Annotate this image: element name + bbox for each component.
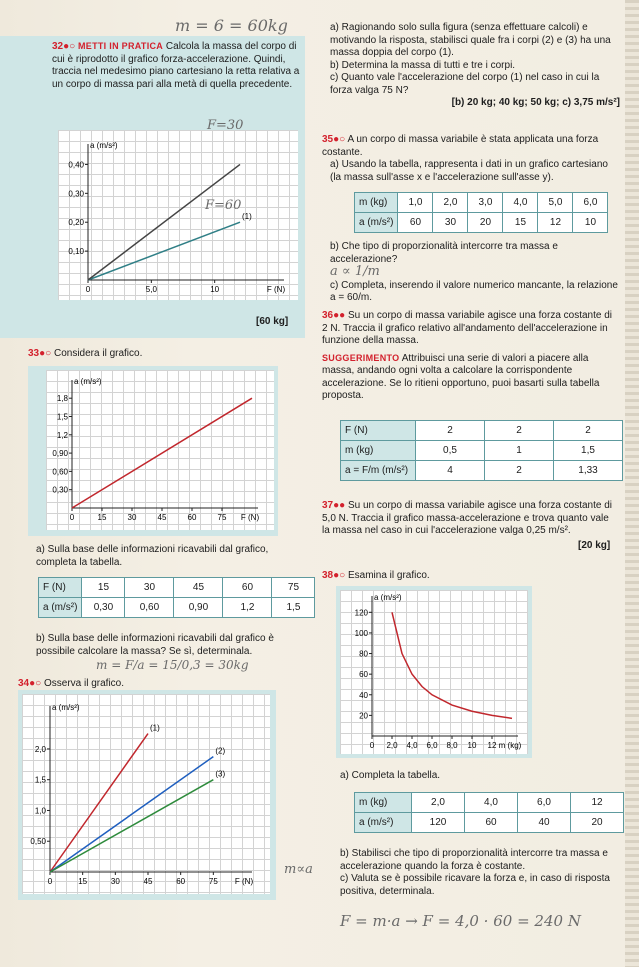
x-tick-label: 2,0 xyxy=(386,741,398,750)
ex33-part-a: a) Sulla base delle informazioni ricavabili dal grafico, completa la tabella. xyxy=(36,544,269,568)
table-row xyxy=(355,213,608,233)
y-tick-label: 40 xyxy=(359,690,368,700)
page-spine xyxy=(625,0,639,967)
right-top-answer: [b) 20 kg; 40 kg; 50 kg; c) 3,75 m/s²] xyxy=(451,97,620,108)
table-cell: 6,0 xyxy=(573,193,608,213)
y-tick-label: 0,90 xyxy=(52,449,68,459)
table-row xyxy=(341,461,623,481)
ex35-bc xyxy=(330,241,620,305)
ex38-bc xyxy=(340,848,625,898)
table-cell: 1,0 xyxy=(398,193,433,213)
ex38-text: 38●○ Esamina il grafico. xyxy=(322,570,430,581)
x-tick-label: 0 xyxy=(47,877,53,886)
table-row xyxy=(355,793,624,813)
table-cell: 60 xyxy=(398,213,433,233)
table-cell: a (m/s²) xyxy=(355,213,398,233)
x-tick-label: 6,0 xyxy=(426,741,438,750)
q-b: b) Determina la massa di tutti e tre i corpi. xyxy=(330,59,516,71)
table-cell: 15 xyxy=(503,213,538,233)
ex38-hand-1: m∝a xyxy=(284,862,313,877)
y-tick-label: 0,30 xyxy=(68,189,84,199)
y-tick-label: 0,20 xyxy=(68,218,84,228)
q-a: a) Ragionando solo sulla figura (senza effettuare calcoli) e motivando la risposta, stabilisci quale fra i corpi (2) e (3) ha una massa doppia del corpo (1). xyxy=(330,22,611,58)
table-cell: 2 xyxy=(554,421,623,441)
x-tick-label: 45 xyxy=(157,513,167,522)
q-c: c) Quanto vale l'accelerazione del corpo (1) nel caso in cui la forza valga 75 N? xyxy=(330,72,600,96)
table-cell: 12 xyxy=(571,793,624,813)
table-cell: 120 xyxy=(412,813,465,833)
y-tick-label: 100 xyxy=(354,628,368,638)
table-cell: 60 xyxy=(465,813,518,833)
ex38-b: b) Stabilisci che tipo di proporzionalità intercorre tra massa e accelerazione quando la forza è costante. xyxy=(340,848,608,872)
ex33-hand: m = F/a = 15/0,3 = 30kg xyxy=(96,658,249,672)
table-cell: a = F/m (m/s²) xyxy=(341,461,416,481)
table-cell: 0,90 xyxy=(174,598,223,618)
ex35-c: c) Completa, inserendo il valore numerico mancante, la relazione a = 60/m. xyxy=(330,279,618,303)
ex35-a: a) Usando la tabella, rappresenta i dati in un grafico cartesiano (la massa sull'asse x e l'accelerazione sull'asse y). xyxy=(330,159,608,183)
x-tick-label: 4,0 xyxy=(406,741,418,750)
x-tick-label: 0 xyxy=(85,285,91,294)
series-line xyxy=(88,222,240,280)
table-cell: 2,0 xyxy=(433,193,468,213)
y-axis-label: a (m/s²) xyxy=(374,593,402,602)
x-axis-label: F (N) xyxy=(240,513,260,522)
table-cell: 0,5 xyxy=(416,441,485,461)
x-tick-label: 60 xyxy=(176,877,186,886)
table-cell: 4,0 xyxy=(465,793,518,813)
table-cell: 2 xyxy=(485,461,554,481)
table-cell: a (m/s²) xyxy=(355,813,412,833)
y-tick-label: 80 xyxy=(359,649,368,659)
table-row xyxy=(39,598,315,618)
table-cell: 4 xyxy=(416,461,485,481)
ex35-table xyxy=(354,192,608,233)
table-cell: 5,0 xyxy=(538,193,573,213)
y-tick-label: 0,40 xyxy=(68,160,84,170)
series-line xyxy=(72,398,252,508)
table-cell: m (kg) xyxy=(341,441,416,461)
table-cell: 2,0 xyxy=(412,793,465,813)
ex32-answer: [60 kg] xyxy=(256,316,289,327)
x-tick-label: 8,0 xyxy=(446,741,458,750)
x-tick-label: 75 xyxy=(217,513,227,522)
ex37-text: 37●● Su un corpo di massa variabile agisce una forza costante di 5,0 N. Traccia il grafico massa-accelerazione e trova quanto vale la massa nel caso in cui l'accelerazione valga 0,25 m/s². xyxy=(322,500,613,536)
y-tick-label: 1,5 xyxy=(56,412,68,422)
table-cell: 1,33 xyxy=(554,461,623,481)
x-tick-label: 0 xyxy=(69,513,75,522)
x-tick-label: 75 xyxy=(208,877,218,886)
y-tick-label: 1,8 xyxy=(56,394,68,404)
ex32-hand-1: m = 6 = 60kg xyxy=(175,16,288,35)
table-cell: 2 xyxy=(416,421,485,441)
ex38-chart xyxy=(340,590,528,754)
ex38-a: a) Completa la tabella. xyxy=(340,770,441,781)
x-tick-label: 15 xyxy=(78,877,88,886)
y-tick-label: 120 xyxy=(354,608,368,618)
y-tick-label: 20 xyxy=(359,711,368,721)
table-cell: F (N) xyxy=(39,578,82,598)
table-cell: 0,60 xyxy=(125,598,174,618)
ex36-text: 36●● Su un corpo di massa variabile agisce una forza costante di 2 N. Traccia il grafico relativo all'andamento dell'accelerazione in funzione della massa. SUGGERIMENTO Attribuisci una serie di valori a piacere alla massa, andando ogni volta a calcolare la corrispondente accelerazione. Se lo ritieni opportuno, puoi basarti sulla tabella proposta. xyxy=(322,310,613,401)
ex38-table xyxy=(354,792,624,833)
x-axis-label: m (kg) xyxy=(498,741,522,750)
table-cell: 2 xyxy=(485,421,554,441)
ex32-text: 32●○ METTI IN PRATICA Calcola la massa del corpo di cui è riprodotto il grafico forza-accelerazione. Quindi, traccia nel medesimo piano cartesiano la retta relativa a un corpo di massa pari alla metà di quella precedente. xyxy=(52,41,300,90)
series-line xyxy=(50,757,213,872)
table-row xyxy=(355,193,608,213)
x-axis-label: F (N) xyxy=(266,285,286,294)
table-row xyxy=(341,421,623,441)
table-cell: 10 xyxy=(573,213,608,233)
ex32-hand-2: F=30 xyxy=(207,118,244,133)
y-tick-label: 1,0 xyxy=(34,806,46,816)
right-top-text xyxy=(330,22,620,110)
x-tick-label: 10 xyxy=(467,741,477,750)
table-cell: 0,30 xyxy=(82,598,125,618)
series-line xyxy=(50,734,148,872)
table-cell: a (m/s²) xyxy=(39,598,82,618)
table-cell: 40 xyxy=(518,813,571,833)
ex35-b: b) Che tipo di proporzionalità intercorre tra massa e accelerazione? xyxy=(330,241,558,265)
table-cell: 30 xyxy=(433,213,468,233)
y-tick-label: 0,50 xyxy=(30,837,46,847)
x-tick-label: 60 xyxy=(187,513,197,522)
y-tick-label: 0,60 xyxy=(52,467,68,477)
table-cell: 1,5 xyxy=(272,598,315,618)
table-row xyxy=(355,813,624,833)
ex32-chart xyxy=(58,130,298,300)
table-cell: F (N) xyxy=(341,421,416,441)
table-row xyxy=(341,441,623,461)
y-axis-label: a (m/s²) xyxy=(52,703,80,712)
x-tick-label: 10 xyxy=(210,285,220,294)
y-tick-label: 2,0 xyxy=(34,744,46,754)
x-tick-label: 45 xyxy=(143,877,153,886)
ex38-c: c) Valuta se è possibile ricavare la forza e, in caso di risposta positiva, determinala. xyxy=(340,873,610,897)
ex33-text: 33●○ Considera il grafico. xyxy=(28,348,143,359)
series-label: (2) xyxy=(215,746,226,756)
table-cell: m (kg) xyxy=(355,193,398,213)
ex36-table xyxy=(340,420,623,481)
y-tick-label: 60 xyxy=(359,670,368,680)
table-cell: 4,0 xyxy=(503,193,538,213)
table-cell: 1,5 xyxy=(554,441,623,461)
x-tick-label: 30 xyxy=(110,877,120,886)
y-tick-label: 0,10 xyxy=(68,247,84,257)
table-cell: 45 xyxy=(174,578,223,598)
y-tick-label: 0,30 xyxy=(52,485,68,495)
ex33-chart xyxy=(46,370,274,530)
table-cell: 20 xyxy=(571,813,624,833)
ex35-b-hand: a ∝ 1/m xyxy=(330,264,380,279)
x-tick-label: 5,0 xyxy=(145,285,157,294)
ex38-hand-2: F = m·a → F = 4,0 · 60 = 240 N xyxy=(340,912,581,930)
table-cell: 60 xyxy=(223,578,272,598)
series-line xyxy=(50,780,213,872)
ex35-text: 35●○ A un corpo di massa variabile è stata applicata una forza costante. a) Usando la tabella, rappresenta i dati in un grafico cartesiano (la massa sull'asse x e l'accelerazione sull'asse y). xyxy=(322,134,618,184)
y-axis-label: a (m/s²) xyxy=(74,377,102,386)
y-axis-label: a (m/s²) xyxy=(90,141,118,150)
table-cell: 6,0 xyxy=(518,793,571,813)
x-tick-label: 30 xyxy=(127,513,137,522)
ex33-part-b: b) Sulla base delle informazioni ricavabili dal grafico è possibile calcolare la massa? Se sì, determinala. xyxy=(36,633,274,657)
y-tick-label: 1,5 xyxy=(34,775,46,785)
series-line xyxy=(88,164,240,280)
ex37-answer: [20 kg] xyxy=(578,540,611,551)
table-cell: 12 xyxy=(538,213,573,233)
y-tick-label: 1,2 xyxy=(56,430,68,440)
table-cell: 1 xyxy=(485,441,554,461)
table-cell: 30 xyxy=(125,578,174,598)
ex34-chart xyxy=(22,694,270,894)
table-cell: 15 xyxy=(82,578,125,598)
table-cell: 75 xyxy=(272,578,315,598)
ex33-table xyxy=(38,577,315,618)
x-tick-label: 15 xyxy=(97,513,107,522)
table-cell: 20 xyxy=(468,213,503,233)
series-line xyxy=(392,612,512,718)
x-tick-label: 0 xyxy=(369,741,375,750)
x-tick-label: 12 xyxy=(487,741,497,750)
table-cell: m (kg) xyxy=(355,793,412,813)
ex32-hand-3: F=60 xyxy=(205,198,242,213)
table-row xyxy=(39,578,315,598)
table-cell: 3,0 xyxy=(468,193,503,213)
series-label: (3) xyxy=(215,769,226,779)
table-cell: 1,2 xyxy=(223,598,272,618)
series-label: (1) xyxy=(150,723,160,733)
x-axis-label: F (N) xyxy=(234,877,254,886)
ex34-text: 34●○ Osserva il grafico. xyxy=(18,678,125,689)
series-label: (1) xyxy=(242,212,252,222)
